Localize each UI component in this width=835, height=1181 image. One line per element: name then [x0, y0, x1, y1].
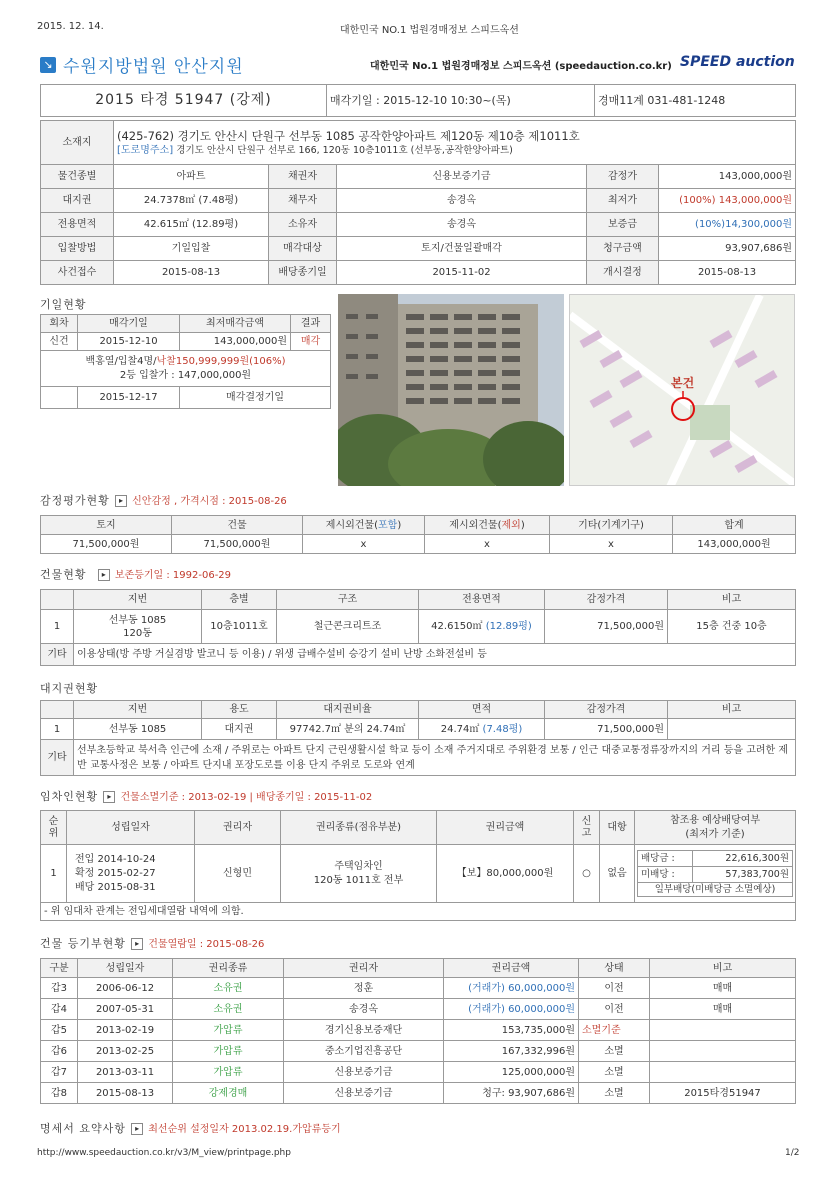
- tenant-holder: 신형민: [195, 845, 281, 903]
- registry-note: 매매: [650, 999, 796, 1020]
- registry-amount: 125,000,000원: [444, 1062, 579, 1083]
- land-jibun: 선부동 1085: [74, 719, 202, 740]
- sale-date: 매각기일 : 2015-12-10 10:30~(목): [327, 85, 595, 117]
- banner-logo: SPEED auction: [680, 54, 795, 70]
- building-etc-label: 기타: [41, 644, 74, 666]
- appraisal-extra-incl: x: [303, 535, 425, 554]
- dividend-label: 배당금 :: [638, 851, 693, 867]
- registry-div: 갑4: [41, 999, 78, 1020]
- tenant-header: 권리종류(점유부분): [281, 811, 437, 845]
- appraisal-building: 71,500,000원: [172, 535, 303, 554]
- registry-header: 권리금액: [444, 959, 579, 978]
- history-date: 2015-12-17: [78, 387, 180, 409]
- undivided-value: 57,383,700원: [693, 867, 793, 883]
- tenant-header: 대항: [600, 811, 635, 845]
- summary-value: 아파트: [114, 165, 269, 189]
- summary-value: 송경옥: [337, 213, 587, 237]
- registry-holder: 신용보증기금: [284, 1062, 444, 1083]
- footer-url: http://www.speedauction.co.kr/v3/M_view/printpage.php: [37, 1148, 291, 1158]
- auction-history-title: 기일현황: [40, 298, 87, 311]
- registry-header: 권리자: [284, 959, 444, 978]
- land-table: [40, 700, 796, 776]
- tenant-oppose: 없음: [600, 845, 635, 903]
- history-date: 2015-12-10: [78, 333, 180, 351]
- registry-holder: 송경옥: [284, 999, 444, 1020]
- registry-holder: 정훈: [284, 978, 444, 999]
- appraisal-header-excl: 제시외건물(제외): [425, 516, 550, 535]
- print-date: 2015. 12. 14.: [37, 21, 104, 32]
- building-title: 건물현황: [40, 568, 87, 581]
- summary-value: 2015-08-13: [114, 261, 269, 285]
- statement-arrow-icon[interactable]: ▸: [131, 1123, 143, 1135]
- minimum-price: (100%) 143,000,000원: [659, 189, 796, 213]
- land-header: 용도: [202, 701, 277, 719]
- land-use: 대지권: [202, 719, 277, 740]
- history-round: [41, 387, 78, 409]
- summary-value: 신용보증기금: [337, 165, 587, 189]
- print-header-title: 대한민국 NO.1 법원경매정보 스피드옥션: [340, 25, 519, 36]
- banner-text: 대한민국 No.1 법원경매정보 스피드옥션 (speedauction.co.kr): [370, 61, 672, 72]
- case-header-table: [40, 84, 796, 117]
- summary-value: 2015-11-02: [337, 261, 587, 285]
- land-title: 대지권현황: [40, 682, 99, 695]
- undivided-label: 미배당 :: [638, 867, 693, 883]
- registry-row: [41, 1083, 796, 1104]
- summary-value: 42.615㎡ (12.89평): [114, 213, 269, 237]
- road-address-tag[interactable]: [도로명주소]: [117, 144, 174, 156]
- summary-label: 청구금액: [587, 237, 659, 261]
- summary-value: 토지/건물일괄매각: [337, 237, 587, 261]
- summary-label: 배당종기일: [269, 261, 337, 285]
- registry-link[interactable]: 건물열람일 : 2015-08-26: [148, 939, 265, 950]
- history-header: 매각기일: [78, 315, 180, 333]
- summary-label: 전용면적: [41, 213, 114, 237]
- building-header: 전용면적: [419, 590, 545, 610]
- registry-date: 2013-02-25: [78, 1041, 173, 1062]
- auction-history-table: [40, 314, 331, 409]
- tenant-header-report: 신 고: [574, 811, 600, 845]
- history-header: 결과: [291, 315, 331, 333]
- history-note: 매각결정기일: [180, 387, 331, 409]
- registry-header: 구분: [41, 959, 78, 978]
- appraisal-header: 기타(기계기구): [550, 516, 673, 535]
- registry-date: 2013-03-11: [78, 1062, 173, 1083]
- address-label: 소재지: [41, 121, 114, 165]
- summary-table: [40, 120, 796, 285]
- registry-kind: 가압류: [173, 1041, 284, 1062]
- land-area: 24.74㎡ (7.48평): [419, 719, 545, 740]
- tenant-title: 임차인현황: [40, 790, 99, 803]
- registry-date: 2006-06-12: [78, 978, 173, 999]
- registry-div: 갑6: [41, 1041, 78, 1062]
- building-header: 비고: [668, 590, 796, 610]
- registry-date: 2015-08-13: [78, 1083, 173, 1104]
- registry-header: 권리종류: [173, 959, 284, 978]
- registry-row: [41, 978, 796, 999]
- summary-label: 채무자: [269, 189, 337, 213]
- registry-div: 갑5: [41, 1020, 78, 1041]
- second-bid: 2등 입찰가 : 147,000,000원: [119, 369, 252, 381]
- registry-date: 2013-02-19: [78, 1020, 173, 1041]
- building-header: 층별: [202, 590, 277, 610]
- registry-amount: 청구: 93,907,686원: [444, 1083, 579, 1104]
- registry-holder: 경기신용보증재단: [284, 1020, 444, 1041]
- statement-title: 명세서 요약사항: [40, 1122, 126, 1135]
- summary-label: 보증금: [587, 213, 659, 237]
- tenant-dates: 전입 2014-10-24 확정 2015-02-27 배당 2015-08-31: [67, 845, 195, 903]
- appraisal-title: 감정평가현황: [40, 494, 110, 507]
- building-photo[interactable]: [338, 294, 564, 486]
- deposit: (10%)14,300,000원: [659, 213, 796, 237]
- address-main: (425-762) 경기도 안산시 단원구 선부동 1085 공작한양아파트 제120동 제10층 제1011호: [117, 128, 580, 143]
- building-price: 71,500,000원: [545, 610, 668, 644]
- building-arrow-icon[interactable]: ▸: [98, 569, 110, 581]
- summary-value: 기일입찰: [114, 237, 269, 261]
- building-header: [41, 590, 74, 610]
- appraisal-extra-excl: x: [425, 535, 550, 554]
- registry-row: [41, 1020, 796, 1041]
- court-icon: ↘: [40, 57, 56, 73]
- land-header: [41, 701, 74, 719]
- appraisal-header-incl: 제시외건물(포함): [303, 516, 425, 535]
- tenant-header-rank: 순 위: [41, 811, 67, 845]
- summary-label: 채권자: [269, 165, 337, 189]
- summary-label: 사건접수: [41, 261, 114, 285]
- registry-kind: 강제경매: [173, 1083, 284, 1104]
- registry-note: [650, 1020, 796, 1041]
- building-row-no: 1: [41, 610, 74, 644]
- land-etc-text: 선부초등학교 북서측 인근에 소재 / 주위로는 아파트 단지 근린생활시설 학교 등이 소재 주거지대로 주위환경 보통 / 인근 대중교통정류장까지의 거리 등을 고려한 제반 교통사정은 보통 / 아파트 단지내 포장도로를 이용 단지 주위로 도로와 연계: [74, 740, 796, 776]
- registry-amount: (거래가) 60,000,000원: [444, 978, 579, 999]
- appraisal-header: 합계: [673, 516, 796, 535]
- land-header: 감정가격: [545, 701, 668, 719]
- tenant-link[interactable]: 건물소멸기준 : 2013-02-19 | 배당종기일 : 2015-11-02: [120, 792, 373, 803]
- case-number: 2015 타경 51947 (강제): [41, 85, 327, 117]
- summary-label: 매각대상: [269, 237, 337, 261]
- winner-info: [41, 351, 331, 387]
- building-jibun: 선부동 1085 120동: [74, 610, 202, 644]
- registry-arrow-icon[interactable]: ▸: [131, 938, 143, 950]
- registry-kind: 가압류: [173, 1020, 284, 1041]
- registry-header: 성립일자: [78, 959, 173, 978]
- summary-label: 최저가: [587, 189, 659, 213]
- tenant-header: 권리금액: [437, 811, 574, 845]
- registry-date: 2007-05-31: [78, 999, 173, 1020]
- building-etc-text: 이용상태(방 주방 거실겸방 발코니 등 이용) / 위생 급배수설비 승강기 설비 난방 소화전설비 등: [74, 644, 796, 666]
- tenant-table: [40, 810, 796, 921]
- claim-amount: 93,907,686원: [659, 237, 796, 261]
- summary-label: 입찰방법: [41, 237, 114, 261]
- history-result: 매각: [291, 333, 331, 351]
- summary-label: 물건종별: [41, 165, 114, 189]
- appraisal-machinery: x: [550, 535, 673, 554]
- tenant-header: 성립일자: [67, 811, 195, 845]
- court-name: 수원지방법원 안산지원: [63, 57, 244, 77]
- registry-header: 비고: [650, 959, 796, 978]
- registry-row: [41, 1062, 796, 1083]
- building-structure: 철근콘크리트조: [277, 610, 419, 644]
- history-round: 신건: [41, 333, 78, 351]
- appraisal-land: 71,500,000원: [41, 535, 172, 554]
- land-header: 지번: [74, 701, 202, 719]
- dividend-value: 22,616,300원: [693, 851, 793, 867]
- history-min-price: 143,000,000원: [180, 333, 291, 351]
- registry-title: 건물 등기부현황: [40, 937, 126, 950]
- registry-note: [650, 1062, 796, 1083]
- location-map[interactable]: [569, 294, 795, 486]
- land-row-no: 1: [41, 719, 74, 740]
- building-header: 구조: [277, 590, 419, 610]
- registry-status: 소멸: [579, 1083, 650, 1104]
- registry-note: 2015타경51947: [650, 1083, 796, 1104]
- appraisal-link[interactable]: 신안감정 , 가격시점 : 2015-08-26: [132, 496, 287, 507]
- registry-kind: 가압류: [173, 1062, 284, 1083]
- appraisal-header: 건물: [172, 516, 303, 535]
- registry-amount: 167,332,996원: [444, 1041, 579, 1062]
- building-area: 42.6150㎡ (12.89평): [419, 610, 545, 644]
- registry-div: 갑8: [41, 1083, 78, 1104]
- tenant-header: 권리자: [195, 811, 281, 845]
- registry-kind: 소유권: [173, 999, 284, 1020]
- building-header: 지번: [74, 590, 202, 610]
- summary-label: 개시결정: [587, 261, 659, 285]
- land-etc-label: 기타: [41, 740, 74, 776]
- summary-label: 감정가: [587, 165, 659, 189]
- history-header: 최저매각금액: [180, 315, 291, 333]
- appraisal-price: 143,000,000원: [659, 165, 796, 189]
- land-header: 대지권비율: [277, 701, 419, 719]
- winning-bid: 낙찰150,999,999원(106%): [156, 355, 286, 367]
- dept-info: 경매11계 031-481-1248: [595, 85, 796, 117]
- registry-note: [650, 1041, 796, 1062]
- registry-div: 갑7: [41, 1062, 78, 1083]
- summary-value: 24.7378㎡ (7.48평): [114, 189, 269, 213]
- tenant-note: - 위 임대차 관계는 전입세대열람 내역에 의함.: [41, 903, 796, 921]
- history-header: 회차: [41, 315, 78, 333]
- appraisal-arrow-icon[interactable]: ▸: [115, 495, 127, 507]
- tenant-arrow-icon[interactable]: ▸: [103, 791, 115, 803]
- land-note: [668, 719, 796, 740]
- registry-status: 이전: [579, 978, 650, 999]
- winner-bidder: 백홍열/입찰4명/: [85, 355, 157, 367]
- appraisal-table: [40, 515, 796, 554]
- tenant-dividend: [635, 845, 796, 903]
- summary-value: 2015-08-13: [659, 261, 796, 285]
- address-cell: [114, 121, 796, 165]
- registry-note: 매매: [650, 978, 796, 999]
- summary-label: 소유자: [269, 213, 337, 237]
- partial-dividend: 일부배당(미배당금 소멸예상): [637, 883, 793, 897]
- registry-div: 갑3: [41, 978, 78, 999]
- building-link[interactable]: 보존등기일 : 1992-06-29: [114, 570, 232, 581]
- registry-status: 이전: [579, 999, 650, 1020]
- building-note: 15층 건중 10층: [668, 610, 796, 644]
- registry-row: [41, 1041, 796, 1062]
- building-table: [40, 589, 796, 666]
- apartment-image: [338, 294, 564, 486]
- land-header: 비고: [668, 701, 796, 719]
- building-floor: 10층1011호: [202, 610, 277, 644]
- registry-kind: 소유권: [173, 978, 284, 999]
- tenant-header-ref: 참조용 예상배당여부 (최저가 기준): [635, 811, 796, 845]
- registry-status: 소멸: [579, 1041, 650, 1062]
- registry-holder: 신용보증기금: [284, 1083, 444, 1104]
- land-header: 면적: [419, 701, 545, 719]
- tenant-amount: 【보】80,000,000원: [437, 845, 574, 903]
- tenant-report: ○: [574, 845, 600, 903]
- appraisal-total: 143,000,000원: [673, 535, 796, 554]
- appraisal-header: 토지: [41, 516, 172, 535]
- statement-link[interactable]: 최선순위 설정일자 2013.02.19.가압류등기: [148, 1124, 341, 1135]
- registry-holder: 중소기업진흥공단: [284, 1041, 444, 1062]
- tenant-row-no: 1: [41, 845, 67, 903]
- land-ratio: 97742.7㎡ 분의 24.74㎡: [277, 719, 419, 740]
- footer-page: 1/2: [785, 1148, 800, 1158]
- registry-status: 소멸기준: [579, 1020, 650, 1041]
- registry-table: [40, 958, 796, 1104]
- registry-amount: 153,735,000원: [444, 1020, 579, 1041]
- tenant-kind: 주택임차인 120동 1011호 전부: [281, 845, 437, 903]
- map-marker-label: 본건: [671, 376, 695, 390]
- registry-row: [41, 999, 796, 1020]
- registry-header: 상태: [579, 959, 650, 978]
- summary-label: 대지권: [41, 189, 114, 213]
- registry-amount: (거래가) 60,000,000원: [444, 999, 579, 1020]
- road-address: 경기도 안산시 단원구 선부로 166, 120동 10층1011호 (선부동,공작한양아파트): [176, 144, 513, 156]
- registry-status: 소멸: [579, 1062, 650, 1083]
- land-price: 71,500,000원: [545, 719, 668, 740]
- building-header: 감정가격: [545, 590, 668, 610]
- summary-value: 송경옥: [337, 189, 587, 213]
